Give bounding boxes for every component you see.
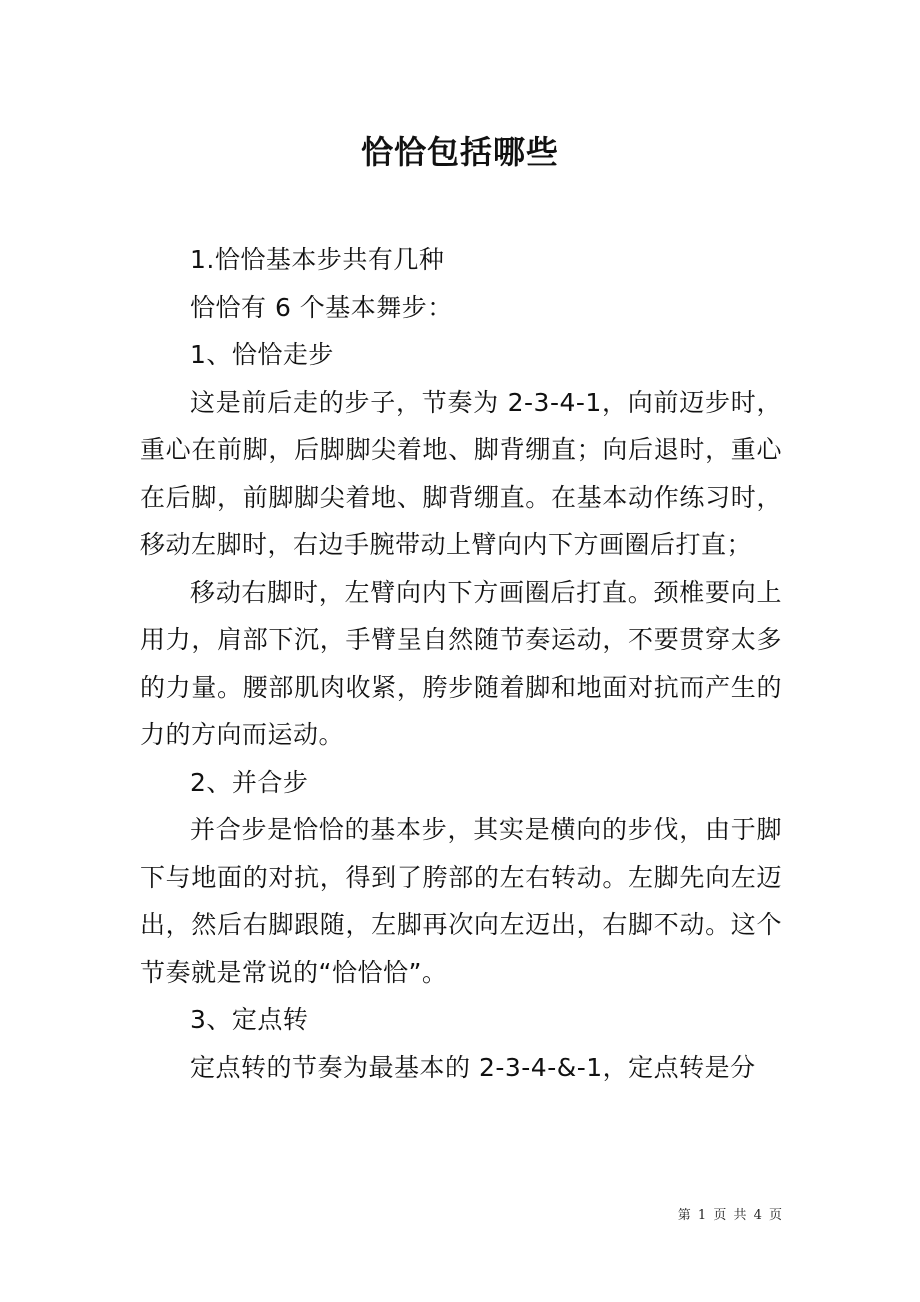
paragraph-subheading-chasse: 2、并合步 [190,767,309,797]
document-title: 恰恰包括哪些 [360,133,559,171]
page-number-footer: 第 1 页 共 4 页 [677,1208,782,1223]
paragraph-spot-turn-description: 定点转的节奏为最基本的 2-3-4-&-1，定点转是分 [190,1052,756,1082]
paragraph-subheading-spot-turn: 3、定点转 [190,1005,309,1034]
paragraph-chasse-description: 并合步是恰恰的基本步，其实是横向的步伐，由于脚下与地面的对抗，得到了胯部的左右转动。左脚先向左迈出，然后右脚跟随，左脚再次向左迈出，右脚不动。这个节奏就是常说的“恰恰恰”。 [140,815,782,987]
paragraph-heading-1: 1.恰恰基本步共有几种 [190,245,445,274]
paragraph-walk-continued: 移动右脚时，左臂向内下方画圈后打直。颈椎要向上用力，肩部下沉，手臂呈自然随节奏运动，不要贯穿太多的力量。腰部肌肉收紧，胯步随着脚和地面对抗而产生的力的方向而运动。 [140,577,782,749]
paragraph-walk-description: 这是前后走的步子，节奏为 2-3-4-1，向前迈步时，重心在前脚，后脚脚尖着地、脚背绷直；向后退时，重心在后脚，前脚脚尖着地、脚背绷直。在基本动作练习时，移动左脚时，右边手腕带动上臂向内下方画圈后打直； [140,387,782,559]
paragraph-intro: 恰恰有 6 个基本舞步： [190,292,453,322]
document-body [140,236,782,1091]
paragraph-subheading-walk: 1、恰恰走步 [190,340,334,369]
